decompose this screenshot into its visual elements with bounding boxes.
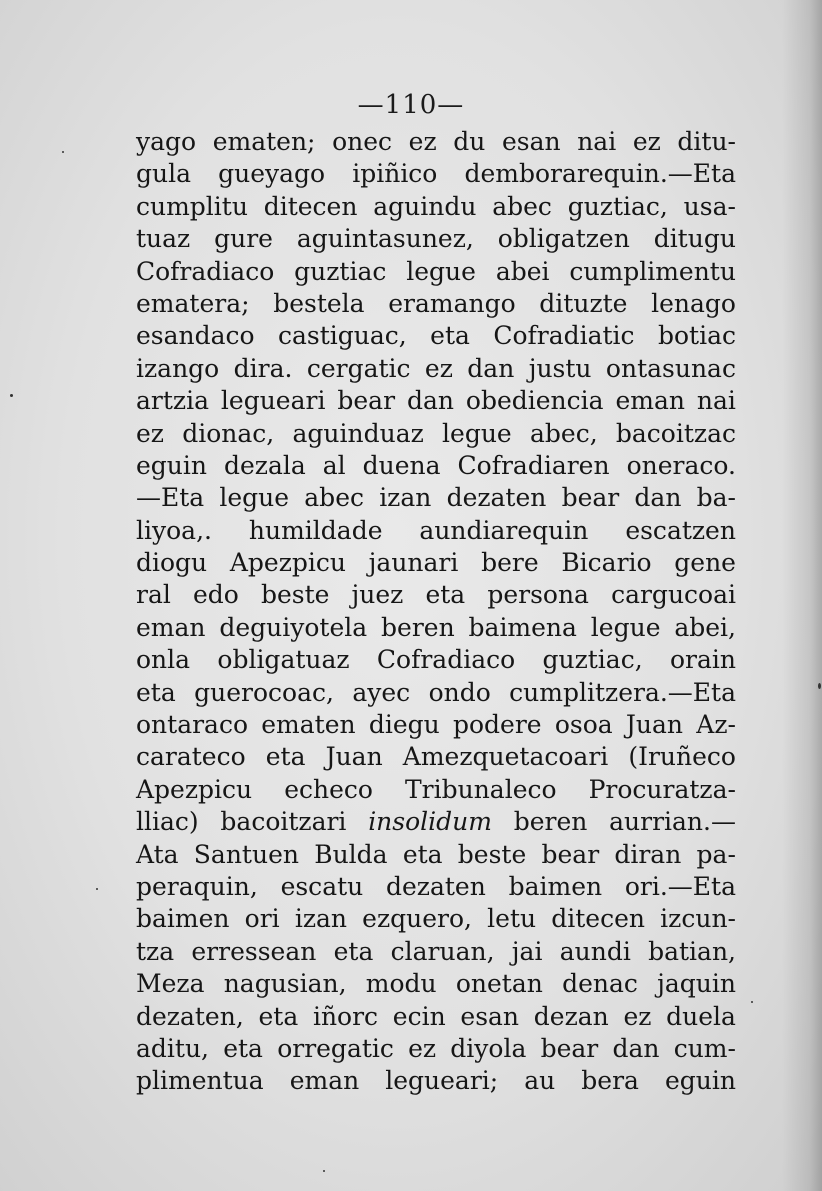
word: eman	[615, 386, 685, 416]
word: bear	[541, 839, 600, 869]
word: artzia	[136, 386, 209, 416]
word: Procuratza-	[588, 774, 736, 804]
word: ez	[632, 127, 661, 156]
word: bear	[540, 1033, 599, 1063]
word: izan	[379, 483, 432, 513]
word: bear	[561, 483, 620, 513]
text-line	[136, 903, 736, 935]
word: edo	[192, 580, 239, 610]
print-speck	[818, 683, 821, 689]
word: abei	[495, 256, 550, 286]
word: erressean	[191, 936, 317, 966]
text-line	[136, 644, 736, 676]
page-number: —110—	[357, 90, 465, 120]
word: ayec	[352, 677, 411, 707]
word: eta	[425, 580, 466, 610]
word: diegu	[368, 710, 440, 740]
word: plimentua	[136, 1066, 264, 1096]
word: ezquero,	[362, 904, 472, 934]
word: iñorc	[312, 1001, 379, 1031]
word: orain	[669, 645, 736, 675]
word: beren	[381, 612, 455, 642]
word: letu	[487, 904, 537, 934]
word: eramango	[388, 288, 516, 318]
text-line	[136, 806, 736, 838]
word: obligatzen	[497, 224, 630, 254]
word: ematen	[261, 710, 356, 740]
word: diran	[614, 839, 682, 869]
word: eta	[136, 677, 176, 707]
word: esan	[501, 127, 561, 156]
word: diyola	[450, 1033, 527, 1063]
word: ontaraco	[136, 710, 249, 740]
word: legue	[219, 483, 290, 513]
text-line	[136, 936, 736, 968]
text-line	[136, 450, 736, 482]
word: aguinduaz	[292, 418, 424, 448]
word: legue	[590, 612, 661, 642]
italic-word: insolidum	[368, 807, 492, 837]
text-line	[136, 839, 736, 871]
word: obediencia	[465, 386, 604, 416]
word: tza	[136, 936, 175, 966]
word: dezala	[223, 450, 306, 480]
word: jai	[511, 936, 543, 966]
word: ecin	[392, 1001, 446, 1031]
word: cumplimentu	[569, 256, 736, 286]
word: ditecen	[263, 191, 358, 221]
word: usa-	[683, 191, 736, 221]
word: pa-	[696, 839, 736, 869]
text-line	[136, 1033, 736, 1065]
word: eguin	[664, 1066, 736, 1096]
word: Cofradiaren	[457, 450, 610, 480]
word: aundiarequin	[419, 515, 589, 545]
text-line	[136, 288, 736, 320]
text-line	[136, 1001, 736, 1033]
word: au	[524, 1066, 556, 1096]
word: abec	[304, 483, 364, 513]
word: ori.—Eta	[624, 871, 736, 901]
word: Tribunaleco	[404, 774, 557, 804]
word: guztiac,	[542, 645, 643, 675]
word: eta	[430, 321, 470, 351]
word: obligatuaz	[217, 645, 350, 675]
word: dionac,	[182, 418, 275, 448]
word: abec	[492, 191, 552, 221]
word: demborarequin.—Eta	[464, 159, 736, 189]
word: bacoitzari	[220, 807, 347, 837]
word: Cofradiaco	[136, 256, 275, 286]
print-speck	[62, 151, 64, 153]
word: onetan	[455, 969, 543, 999]
word: escatzen	[625, 515, 736, 545]
word: ez	[408, 127, 437, 156]
word: nagusian,	[223, 969, 347, 999]
word: peraquin,	[136, 871, 258, 901]
word: ipiñico	[352, 159, 438, 189]
word: batian,	[648, 936, 736, 966]
text-line	[136, 1065, 736, 1097]
text-line	[136, 612, 736, 644]
text-line	[136, 158, 736, 190]
word: guerocoac,	[194, 677, 334, 707]
print-speck	[96, 888, 98, 890]
word: ditugu	[653, 224, 736, 254]
word: Bicario	[561, 548, 652, 578]
word: nai	[577, 127, 617, 156]
text-line	[136, 223, 736, 255]
word: ori	[244, 904, 280, 934]
word: dezaten,	[136, 1001, 244, 1031]
word: carateco	[136, 742, 246, 772]
text-line	[136, 709, 736, 741]
word: ez	[424, 353, 453, 383]
word: ontasunac	[605, 353, 736, 383]
word: Juan	[625, 710, 684, 740]
word: oneraco.	[626, 450, 736, 480]
word: escatu	[280, 871, 364, 901]
word: Amezquetacoari	[402, 742, 609, 772]
word: Meza	[136, 969, 205, 999]
word: diogu	[136, 548, 208, 578]
word: guztiac	[294, 256, 387, 286]
word: justu	[528, 353, 592, 383]
word: Juan	[325, 742, 383, 772]
word: dezaten	[446, 483, 547, 513]
word: izcun-	[660, 904, 736, 934]
word: aguindu	[373, 191, 477, 221]
word: yago	[136, 127, 197, 156]
text-line	[136, 547, 736, 579]
word: juez	[351, 580, 404, 610]
word: eman	[289, 1066, 360, 1096]
word: aguintasunez,	[296, 224, 474, 254]
text-line	[136, 579, 736, 611]
word: gueyago	[218, 159, 326, 189]
word: dan	[467, 353, 515, 383]
word: lliac)	[136, 807, 199, 837]
word: cargucoai	[611, 580, 736, 610]
word: lenago	[651, 288, 736, 318]
word: eta	[333, 936, 374, 966]
word: liyoa,.	[136, 515, 212, 545]
word: baimena	[468, 612, 577, 642]
word: denac	[562, 969, 638, 999]
page-spine-shadow	[782, 0, 822, 1191]
word: du	[453, 127, 486, 156]
word: deguiyotela	[219, 612, 368, 642]
word: Az-	[696, 710, 736, 740]
word: bear	[337, 386, 396, 416]
word: ematen;	[212, 127, 316, 156]
word: abei,	[674, 612, 736, 642]
word: dan	[406, 386, 454, 416]
word: podere	[452, 710, 542, 740]
word: esandaco	[136, 321, 255, 351]
text-line	[136, 191, 736, 223]
text-line	[136, 256, 736, 288]
word: Cofradiatic	[493, 321, 635, 351]
word: ba-	[696, 483, 736, 513]
word: Santuen	[193, 839, 299, 869]
word: orregatic	[277, 1033, 394, 1063]
word: legueari;	[385, 1066, 499, 1096]
word: dira.	[233, 353, 293, 383]
word: izango	[136, 353, 220, 383]
text-line	[136, 871, 736, 903]
word: aurrian.—	[609, 807, 736, 837]
word: echeco	[284, 774, 373, 804]
word: onla	[136, 645, 191, 675]
word: ez	[136, 418, 164, 448]
word: legue	[406, 256, 476, 286]
word: (Iruñeco	[628, 742, 736, 772]
text-line	[136, 320, 736, 352]
word: Apezpicu	[136, 774, 253, 804]
word: eman	[136, 612, 206, 642]
word: eta	[258, 1001, 299, 1031]
text-line	[136, 774, 736, 806]
word: dan	[612, 1033, 660, 1063]
word: ditu-	[677, 127, 736, 156]
word: beste	[260, 580, 330, 610]
word: —Eta	[136, 483, 205, 513]
word: Cofradiaco	[376, 645, 516, 675]
word: gure	[214, 224, 273, 254]
word: guztiac,	[567, 191, 668, 221]
word: castiguac,	[278, 321, 407, 351]
text-line	[136, 968, 736, 1000]
word: duela	[666, 1001, 736, 1031]
word: onec	[332, 127, 393, 156]
word: ditecen	[551, 904, 646, 934]
word: bere	[481, 548, 539, 578]
word: jaquin	[657, 969, 736, 999]
print-speck	[751, 1001, 753, 1003]
word: bestela	[273, 288, 365, 318]
word: ral	[136, 580, 171, 610]
word: jaunari	[368, 548, 459, 578]
word: beste	[457, 839, 527, 869]
word: eguin	[136, 450, 207, 480]
word: duena	[362, 450, 441, 480]
word: dituzte	[539, 288, 628, 318]
word: Bulda	[314, 839, 388, 869]
body-text	[136, 126, 736, 1098]
word: eta	[265, 742, 306, 772]
word: persona	[487, 580, 589, 610]
word: al	[322, 450, 346, 480]
word: cum-	[673, 1033, 736, 1063]
word: legueari	[220, 386, 326, 416]
print-speck	[323, 1170, 325, 1172]
word: ondo	[428, 677, 491, 707]
word: izan	[294, 904, 348, 934]
word: ez	[623, 1001, 652, 1031]
word: modu	[365, 969, 437, 999]
word: gene	[674, 548, 736, 578]
word: cumplitu	[136, 191, 248, 221]
word: aundi	[559, 936, 631, 966]
word: eta	[402, 839, 443, 869]
word: baimen	[508, 871, 603, 901]
word: humildade	[248, 515, 383, 545]
word: ez	[408, 1033, 437, 1063]
word: legue	[442, 418, 512, 448]
word: tuaz	[136, 224, 191, 254]
word: Apezpicu	[229, 548, 346, 578]
word: nai	[696, 386, 736, 416]
word: abec,	[529, 418, 598, 448]
word: bacoitzac	[615, 418, 736, 448]
word: gula	[136, 159, 192, 189]
text-line	[136, 515, 736, 547]
text-line	[136, 353, 736, 385]
word: cergatic	[306, 353, 411, 383]
word: aditu,	[136, 1033, 209, 1063]
text-line	[136, 385, 736, 417]
word: Ata	[136, 839, 179, 869]
word: bera	[581, 1066, 639, 1096]
word: osoa	[554, 710, 613, 740]
word: beren	[513, 807, 588, 837]
text-line	[136, 677, 736, 709]
word: dezaten	[386, 871, 486, 901]
text-line	[136, 741, 736, 773]
text-line	[136, 418, 736, 450]
word: cumplitzera.—Eta	[509, 677, 736, 707]
word: claruan,	[390, 936, 495, 966]
word: eta	[223, 1033, 263, 1063]
text-line	[136, 482, 736, 514]
text-line	[136, 126, 736, 158]
word: dezan	[533, 1001, 609, 1031]
word: esan	[460, 1001, 520, 1031]
word: botiac	[657, 321, 736, 351]
print-speck	[10, 394, 13, 397]
word: baimen	[136, 904, 230, 934]
word: dan	[634, 483, 682, 513]
word: ematera;	[136, 288, 250, 318]
